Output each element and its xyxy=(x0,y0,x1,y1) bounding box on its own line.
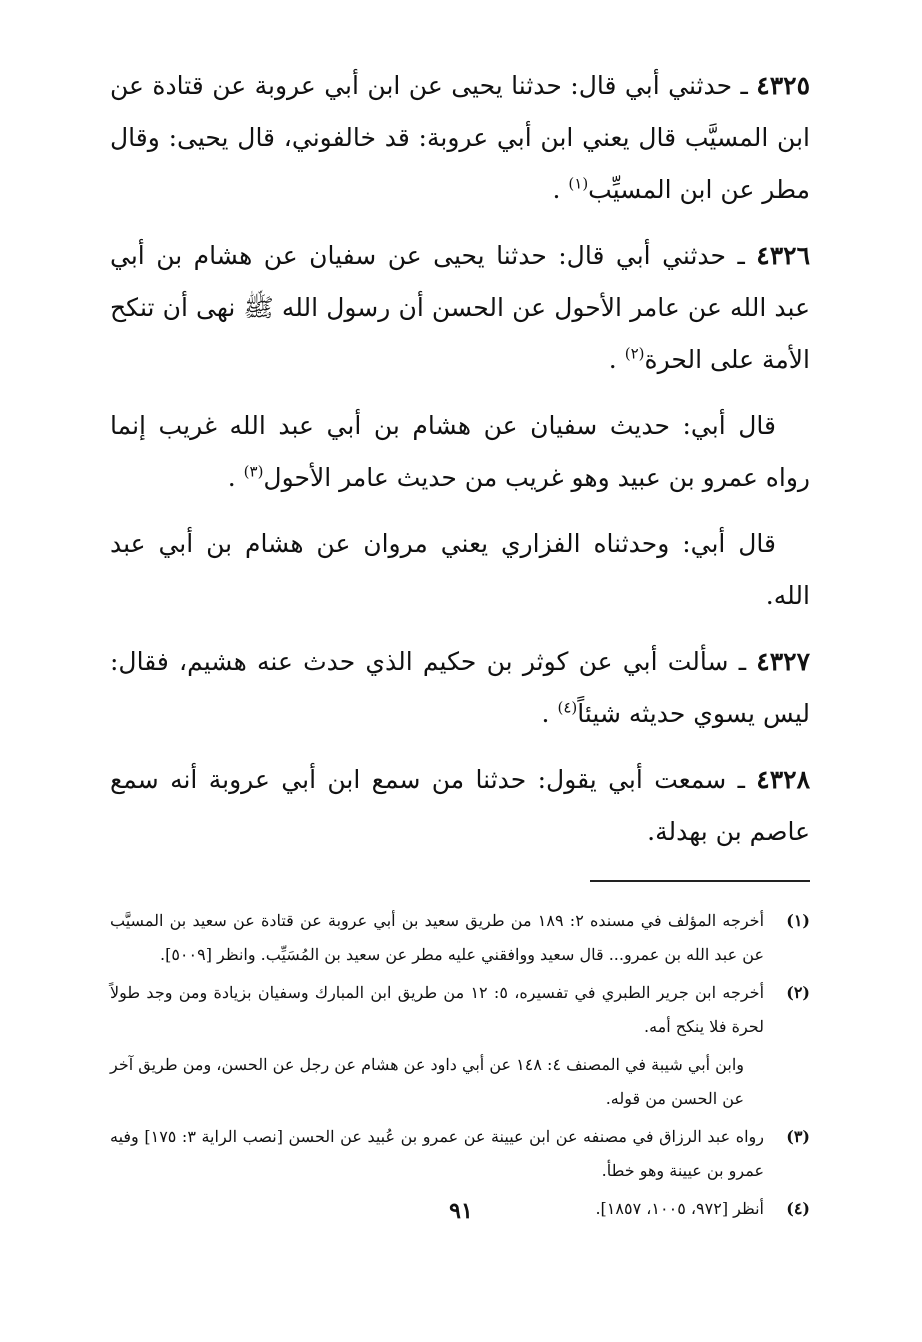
page-number: ٩١ xyxy=(449,1198,473,1224)
entry-text: ـ سألت أبي عن كوثر بن حكيم الذي حدث عنه هشيم، فقال: ليس يسوي حديثه شيئاً xyxy=(110,647,810,728)
footnote-text: أخرجه ابن جرير الطبري في تفسيره، ٥: ١٢ من طريق ابن المبارك وسفيان بزيادة ومن وجد طولاً لحرة فلا ينكح أمه. xyxy=(110,983,765,1036)
footnote-1 xyxy=(110,904,810,972)
footnote-text: رواه عبد الرزاق في مصنفه عن ابن عيينة عن عمرو بن عُبيد عن الحسن [نصب الراية ٣: ١٧٥] وفيه عمرو بن عيينة وهو خطأ. xyxy=(110,1127,765,1180)
footnote-text: أخرجه المؤلف في مسنده ٢: ١٨٩ من طريق سعيد بن أبي عروبة عن قتادة عن سعيد بن المسيَّب عن عبد الله بن عمرو... قال سعيد ووافقني عليه مطر عن سعيد بن المُسَيِّب. وانظر [٥٠٠٩]. xyxy=(110,911,765,964)
footnote-ref[interactable]: (١) xyxy=(568,174,589,193)
entry-text: قال أبي: حديث سفيان عن هشام بن أبي عبد الله غريب إنما رواه عمرو بن عبيد وهو غريب من حديث عامر الأحول xyxy=(110,411,810,492)
footnote-divider xyxy=(590,880,810,882)
entry-comment-1: قال أبي: حديث سفيان عن هشام بن أبي عبد الله غريب إنما رواه عمرو بن عبيد وهو غريب من حديث عامر الأحول$^{(٣)}$ . xyxy=(110,411,810,492)
footnote-mark: (٣) xyxy=(786,1127,810,1146)
footnote-mark: (٢) xyxy=(786,983,810,1002)
footnote-ref[interactable]: (٣) xyxy=(243,462,264,481)
entry-number: ٤٣٢٦ xyxy=(756,241,810,270)
entry-number: ٤٣٢٨ xyxy=(756,765,810,794)
footnote-ref[interactable]: (٢) xyxy=(624,344,645,363)
entry-text: ـ حدثني أبي قال: حدثنا يحيى عن سفيان عن هشام بن أبي عبد الله عن عامر الأحول عن الحسن أن رسول الله ﷺ نهى أن تنكح الأمة على الحرة xyxy=(110,241,810,374)
entry-number: ٤٣٢٧ xyxy=(756,647,810,676)
footnote-mark: (٤) xyxy=(786,1199,810,1218)
footnote-mark: (١) xyxy=(786,911,810,930)
page-body xyxy=(110,60,810,1230)
entry-number: ٤٣٢٥ xyxy=(756,71,810,100)
entry-text: ـ حدثني أبي قال: حدثنا يحيى عن ابن أبي عروبة عن قتادة عن ابن المسيَّب قال يعني ابن أبي عروبة: قد خالفوني، قال يحيى: وقال مطر عن ابن المسيِّب xyxy=(110,71,810,204)
entry-4326: ٤٣٢٦ ـ حدثني أبي قال: حدثنا يحيى عن سفيان عن هشام بن أبي عبد الله عن عامر الأحول عن الحسن أن رسول الله ﷺ نهى أن تنكح الأمة على الحرة$^{(٢)}$ . xyxy=(110,241,810,374)
entry-4325: ٤٣٢٥ ـ حدثني أبي قال: حدثنا يحيى عن ابن أبي عروبة عن قتادة عن ابن المسيَّب قال يعني ابن أبي عروبة: قد خالفوني، قال يحيى: وقال مطر عن ابن المسيِّب$^{(١)}$ . xyxy=(110,71,810,204)
footnote-3 xyxy=(110,1120,810,1188)
entry-4327: ٤٣٢٧ ـ سألت أبي عن كوثر بن حكيم الذي حدث عنه هشيم، فقال: ليس يسوي حديثه شيئاً$^{(٤)}$ . xyxy=(110,647,810,728)
entry-text: قال أبي: وحدثناه الفزاري يعني مروان عن هشام بن أبي عبد الله. xyxy=(110,529,810,610)
entry-comment-2 xyxy=(110,518,810,622)
footnote-text: أنظر [٩٧٢، ١٠٠٥، ١٨٥٧]. xyxy=(595,1199,764,1218)
entry-4328 xyxy=(110,754,810,858)
footnote-2-continuation: وابن أبي شيبة في المصنف ٤: ١٤٨ عن أبي داود عن هشام عن رجل عن الحسن، ومن طريق آخر عن الحسن من قوله. xyxy=(110,1055,744,1108)
footnote-2 xyxy=(110,976,810,1044)
footnote-ref[interactable]: (٤) xyxy=(557,698,578,717)
entry-text: ـ سمعت أبي يقول: حدثنا من سمع ابن أبي عروبة أنه سمع عاصم بن بهدلة. xyxy=(110,765,810,846)
